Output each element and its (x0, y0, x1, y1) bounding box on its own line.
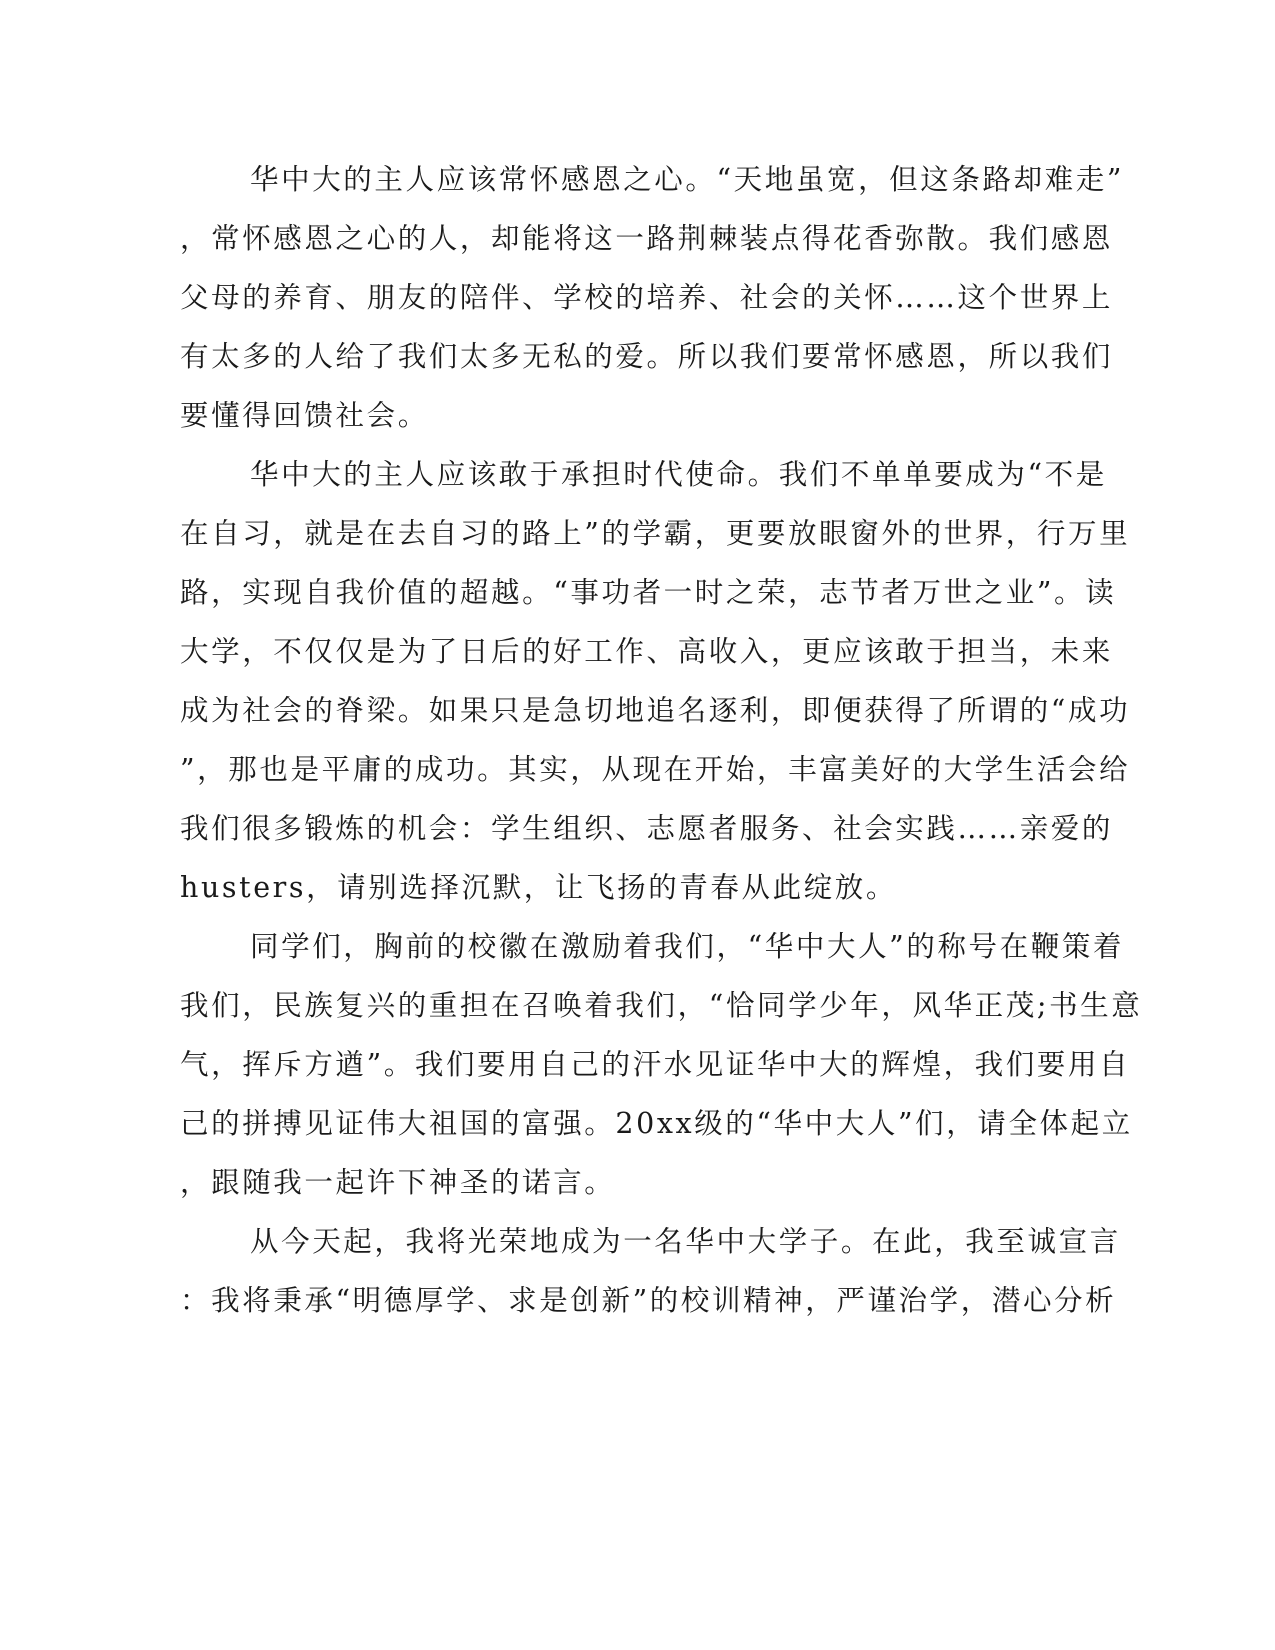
text-line: husters，请别选择沉默，让飞扬的青春从此绽放。 (180, 871, 898, 904)
text-line: 从今天起，我将光荣地成为一名华中大学子。在此，我至诚宣言 (250, 1225, 1121, 1258)
text-line: ”，那也是平庸的成功。其实，从现在开始，丰富美好的大学生活会给 (180, 753, 1131, 786)
text-line: 成为社会的脊梁。如果只是急切地追名逐利，即便获得了所谓的“成功 (180, 694, 1131, 727)
text-line: 气，挥斥方遒”。我们要用自己的汗水见证华中大的辉煌，我们要用自 (180, 1048, 1131, 1081)
text-line: 我们很多锻炼的机会：学生组织、志愿者服务、社会实践……亲爱的 (180, 812, 1114, 845)
text-line: ，跟随我一起许下神圣的诺言。 (180, 1166, 616, 1199)
paragraph-gratitude (180, 150, 1125, 445)
text-line: 己的拼搏见证伟大祖国的富强。20xx级的“华中大人”们，请全体起立 (180, 1107, 1133, 1140)
text-line: 华中大的主人应该常怀感恩之心。“天地虽宽，但这条路却难走” (250, 163, 1125, 196)
text-line: 大学，不仅仅是为了日后的好工作、高收入，更应该敢于担当，未来 (180, 635, 1114, 668)
text-line: 路，实现自我价值的超越。“事功者一时之荣，志节者万世之业”。读 (180, 576, 1117, 609)
text-line: 要懂得回馈社会。 (180, 399, 429, 432)
text-line: 在自习，就是在去自习的路上”的学霸，更要放眼窗外的世界，行万里 (180, 517, 1131, 550)
text-line: 华中大的主人应该敢于承担时代使命。我们不单单要成为“不是 (250, 458, 1107, 491)
text-line: 父母的养育、朋友的陪伴、学校的培养、社会的关怀……这个世界上 (180, 281, 1114, 314)
document-body (180, 150, 1143, 1330)
text-line: ：我将秉承“明德厚学、求是创新”的校训精神，严谨治学，潜心分析 (180, 1284, 1117, 1317)
paragraph-oath (180, 1212, 1121, 1330)
text-line: 同学们，胸前的校徽在激励着我们，“华中大人”的称号在鞭策着 (250, 930, 1125, 963)
paragraph-mission (180, 445, 1131, 917)
text-line: ，常怀感恩之心的人，却能将这一路荆棘装点得花香弥散。我们感恩 (180, 222, 1114, 255)
text-line: 我们，民族复兴的重担在召唤着我们，“恰同学少年，风华正茂;书生意 (180, 989, 1143, 1022)
text-line: 有太多的人给了我们太多无私的爱。所以我们要常怀感恩，所以我们 (180, 340, 1114, 373)
paragraph-classmates (180, 917, 1143, 1212)
